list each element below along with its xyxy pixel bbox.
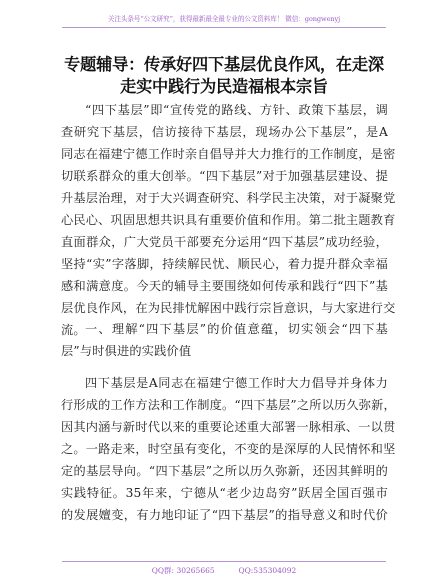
- paragraph-line: 四下基层是A同志在福建宁德工作时大力倡导并身体力: [85, 376, 388, 390]
- paragraph-line: 切联系群众的重大创举。“四下基层”对于加强基层建设、提: [61, 169, 388, 183]
- paragraph-line: 行形成的工作方法和工作制度。“四下基层”之所以历久弥新，: [61, 398, 396, 412]
- title-line-1: 专题辅导：传承好四下基层优良作风，在走深: [64, 55, 384, 74]
- paragraph-line: 实践特征。35年来，宁德从“老少边岛穷”跃居全国百强市: [61, 486, 388, 500]
- paragraph-line: 的发展嬗变，有力地印证了“四下基层”的指导意义和时代价: [61, 508, 388, 522]
- paragraph-line: 坚持“实”字落脚，持续解民忧、顺民心，着力提升群众幸福: [61, 257, 388, 271]
- paragraph-line: 心民心、巩固思想共识具有重要价值和作用。第二批主题教育: [61, 213, 396, 227]
- document-title: [58, 54, 390, 98]
- paragraph-line: 之。一路走来，时空虽有变化，不变的是深厚的人民情怀和坚: [61, 442, 396, 456]
- paragraph-line: 查研究下基层，信访接待下基层，现场办公下基层”，是A: [61, 125, 388, 139]
- paragraph-line: 直面群众，广大党员干部要充分运用“四下基层”成功经验，: [61, 235, 388, 249]
- paragraph-line: 同志在福建宁德工作时亲自倡导并大力推行的工作制度，是密: [61, 147, 396, 161]
- heading-line: 一、理解“四下基层”的价值意蕴，切实领会“四下基: [85, 322, 388, 336]
- paragraph-line: 流。: [61, 323, 86, 337]
- footer-divider: [62, 561, 386, 562]
- paragraph-line: “四下基层”即“宣传党的路线、方针、政策下基层，调: [85, 103, 388, 117]
- paragraph-line: 定的基层导向。“四下基层”之所以历久弥新，还因其鲜明的: [61, 464, 388, 478]
- section-body-paragraph: [61, 372, 396, 526]
- heading-line: 层”与时俱进的实践价值: [61, 344, 192, 358]
- paragraph-line: 因其内涵与新时代以来的重要论述重大部署一脉相承、一以贯: [61, 420, 396, 434]
- header-divider: [62, 27, 386, 28]
- paragraph-line: 升基层治理，对于大兴调查研究、科学民主决策，对于凝聚党: [61, 191, 396, 205]
- header-promo-text: 关注头条号“公文研究”，获得最新最全最专业的公文资料库！ 微信：gongwenyj: [107, 15, 341, 23]
- title-line-2: 走实中践行为民造福根本宗旨: [120, 77, 328, 96]
- footer-contact-text: QQ群: 30265665 QQ:535304092: [151, 566, 297, 575]
- paragraph-line: 感和满意度。今天的辅导主要围绕如何传承和践行“四下”基: [61, 279, 388, 293]
- section-heading-1: [61, 318, 388, 362]
- intro-paragraph: [61, 99, 396, 341]
- paragraph-line: 层优良作风，在为民排忧解困中践行宗旨意识，与大家进行交: [61, 301, 396, 315]
